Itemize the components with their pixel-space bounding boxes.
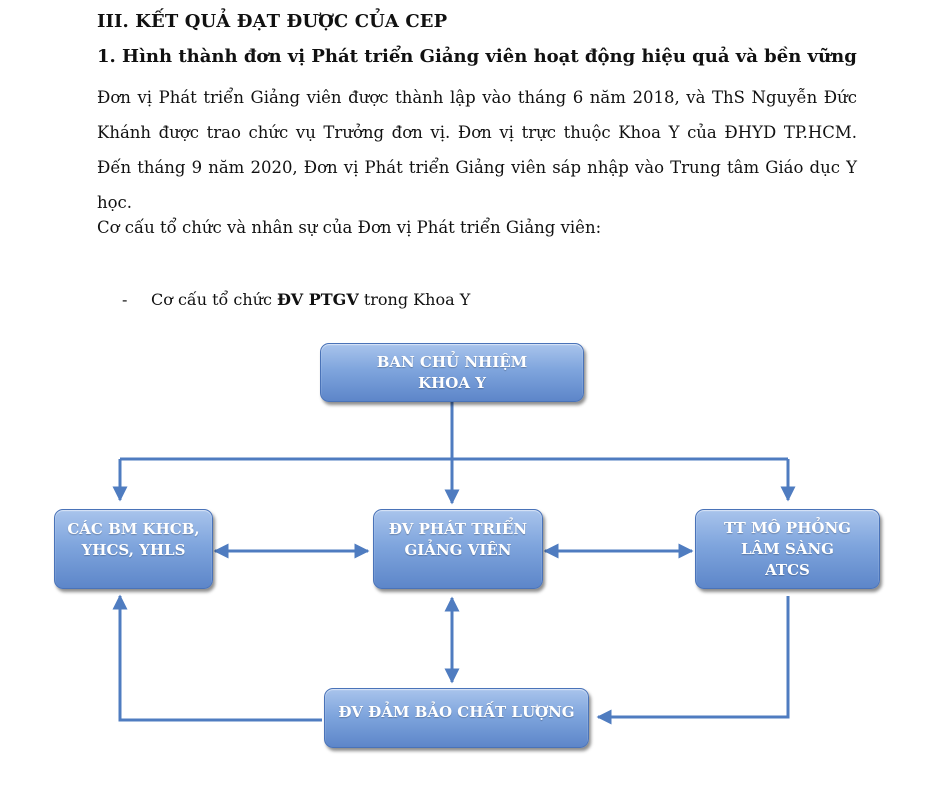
simulation-center-node: [695, 509, 880, 589]
paragraph-line: học.: [97, 193, 133, 212]
quality-assurance-node: [324, 688, 589, 748]
structure-intro: Cơ cấu tổ chức và nhân sự của Đơn vị Phát triển Giảng viên:: [97, 218, 602, 237]
board-node: [320, 343, 584, 402]
simulation-to-quality-arrow: [598, 596, 788, 717]
section-heading: III. KẾT QUẢ ĐẠT ĐƯỢC CỦA CEP: [97, 11, 448, 32]
simulation-center-node-line: ATCS: [765, 560, 810, 579]
faculty-development-node-line: ĐV PHÁT TRIỂN: [388, 520, 528, 538]
bullet-dash: -: [122, 290, 128, 309]
paragraph-line: Đơn vị Phát triển Giảng viên được thành lập vào tháng 6 năm 2018, và ThS Nguyễn Đức: [97, 88, 857, 107]
departments-node-line: CÁC BM KHCB,: [67, 520, 200, 538]
faculty-development-node: [373, 509, 543, 589]
paragraph-line: Đến tháng 9 năm 2020, Đơn vị Phát triển Giảng viên sáp nhập vào Trung tâm Giáo dục Y: [97, 158, 857, 177]
bullet-prefix: Cơ cấu tổ chức: [151, 290, 278, 309]
bullet-suffix: trong Khoa Y: [358, 290, 471, 309]
bullet-bold: ĐV PTGV: [277, 290, 359, 309]
board-node-line: BAN CHỦ NHIỆM: [376, 352, 528, 371]
simulation-center-node-line: LÂM SÀNG: [740, 539, 834, 558]
departments-node-line: YHCS, YHLS: [81, 541, 186, 559]
subsection-heading: 1. Hình thành đơn vị Phát triển Giảng viên hoạt động hiệu quả và bền vững: [97, 46, 857, 67]
quality-to-departments-arrow: [120, 596, 322, 720]
departments-node: [54, 509, 213, 589]
faculty-development-node-line: GIẢNG VIÊN: [404, 541, 512, 559]
simulation-center-node-line: TT MÔ PHỎNG: [724, 518, 851, 537]
quality-assurance-node-line: ĐV ĐẢM BẢO CHẤT LƯỢNG: [338, 702, 575, 721]
paragraph-line: Khánh được trao chức vụ Trưởng đơn vị. Đơn vị trực thuộc Khoa Y của ĐHYD TP.HCM.: [97, 123, 857, 142]
board-node-line: KHOA Y: [418, 373, 486, 392]
